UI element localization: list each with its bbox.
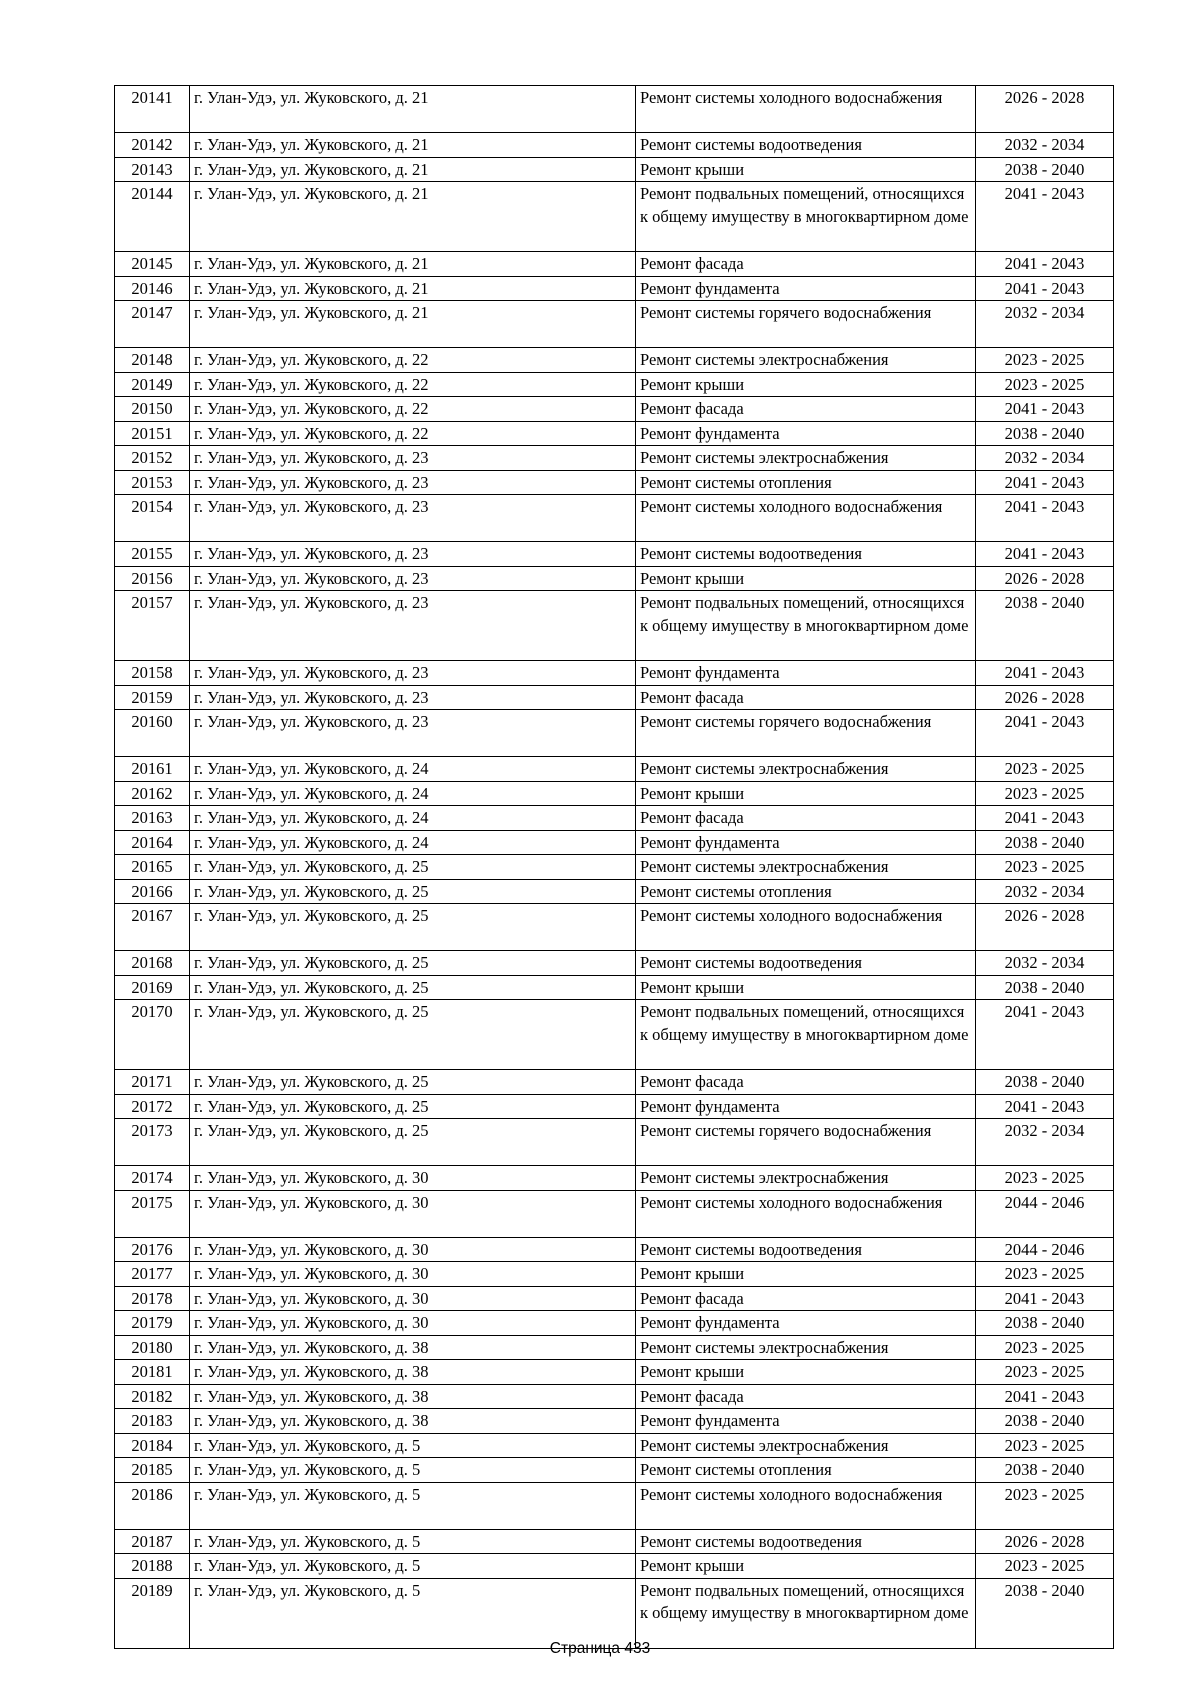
row-period: 2038 - 2040 xyxy=(976,157,1114,182)
page-number: Страница 433 xyxy=(549,1640,651,1657)
row-address: г. Улан-Удэ, ул. Жуковского, д. 5 xyxy=(190,1554,636,1579)
row-address: г. Улан-Удэ, ул. Жуковского, д. 38 xyxy=(190,1384,636,1409)
table-row xyxy=(115,157,1114,182)
row-work-type: Ремонт крыши xyxy=(636,1262,976,1287)
row-address: г. Улан-Удэ, ул. Жуковского, д. 24 xyxy=(190,781,636,806)
row-work-type: Ремонт системы горячего водоснабжения xyxy=(636,301,976,348)
row-period: 2038 - 2040 xyxy=(976,421,1114,446)
row-address: г. Улан-Удэ, ул. Жуковского, д. 23 xyxy=(190,495,636,542)
row-number: 20146 xyxy=(115,276,190,301)
row-work-type: Ремонт фундамента xyxy=(636,276,976,301)
row-number: 20180 xyxy=(115,1335,190,1360)
row-address: г. Улан-Удэ, ул. Жуковского, д. 30 xyxy=(190,1311,636,1336)
row-work-type: Ремонт системы электроснабжения xyxy=(636,1166,976,1191)
row-work-type: Ремонт фасада xyxy=(636,685,976,710)
table-row xyxy=(115,182,1114,252)
row-number: 20149 xyxy=(115,372,190,397)
row-period: 2041 - 2043 xyxy=(976,470,1114,495)
row-work-type: Ремонт системы холодного водоснабжения xyxy=(636,1482,976,1529)
row-number: 20172 xyxy=(115,1094,190,1119)
row-address: г. Улан-Удэ, ул. Жуковского, д. 25 xyxy=(190,951,636,976)
row-period: 2041 - 2043 xyxy=(976,182,1114,252)
row-work-type: Ремонт подвальных помещений, относящихся к общему имуществу в многоквартирном доме xyxy=(636,1000,976,1070)
row-period: 2041 - 2043 xyxy=(976,806,1114,831)
row-work-type: Ремонт системы отопления xyxy=(636,1458,976,1483)
row-period: 2026 - 2028 xyxy=(976,1529,1114,1554)
table-row xyxy=(115,1360,1114,1385)
row-address: г. Улан-Удэ, ул. Жуковского, д. 24 xyxy=(190,830,636,855)
row-number: 20185 xyxy=(115,1458,190,1483)
table-row xyxy=(115,421,1114,446)
row-address: г. Улан-Удэ, ул. Жуковского, д. 25 xyxy=(190,879,636,904)
table-row xyxy=(115,781,1114,806)
row-period: 2041 - 2043 xyxy=(976,542,1114,567)
table-row xyxy=(115,348,1114,373)
row-period: 2038 - 2040 xyxy=(976,1458,1114,1483)
row-number: 20186 xyxy=(115,1482,190,1529)
row-work-type: Ремонт фасада xyxy=(636,1384,976,1409)
table-row xyxy=(115,133,1114,158)
row-work-type: Ремонт фундамента xyxy=(636,830,976,855)
row-work-type: Ремонт системы холодного водоснабжения xyxy=(636,1190,976,1237)
row-period: 2041 - 2043 xyxy=(976,1000,1114,1070)
row-number: 20179 xyxy=(115,1311,190,1336)
row-work-type: Ремонт системы отопления xyxy=(636,879,976,904)
row-number: 20188 xyxy=(115,1554,190,1579)
table-row xyxy=(115,806,1114,831)
row-address: г. Улан-Удэ, ул. Жуковского, д. 22 xyxy=(190,372,636,397)
row-period: 2041 - 2043 xyxy=(976,276,1114,301)
row-period: 2041 - 2043 xyxy=(976,1286,1114,1311)
row-period: 2044 - 2046 xyxy=(976,1190,1114,1237)
row-work-type: Ремонт системы водоотведения xyxy=(636,133,976,158)
row-number: 20178 xyxy=(115,1286,190,1311)
table-row xyxy=(115,446,1114,471)
row-number: 20176 xyxy=(115,1237,190,1262)
row-period: 2038 - 2040 xyxy=(976,830,1114,855)
row-number: 20162 xyxy=(115,781,190,806)
row-period: 2026 - 2028 xyxy=(976,685,1114,710)
row-work-type: Ремонт системы водоотведения xyxy=(636,951,976,976)
row-address: г. Улан-Удэ, ул. Жуковского, д. 24 xyxy=(190,757,636,782)
row-number: 20154 xyxy=(115,495,190,542)
row-address: г. Улан-Удэ, ул. Жуковского, д. 5 xyxy=(190,1529,636,1554)
table-row xyxy=(115,855,1114,880)
row-address: г. Улан-Удэ, ул. Жуковского, д. 23 xyxy=(190,542,636,567)
row-number: 20182 xyxy=(115,1384,190,1409)
row-work-type: Ремонт крыши xyxy=(636,781,976,806)
table-row xyxy=(115,1311,1114,1336)
row-address: г. Улан-Удэ, ул. Жуковского, д. 22 xyxy=(190,421,636,446)
row-address: г. Улан-Удэ, ул. Жуковского, д. 30 xyxy=(190,1286,636,1311)
row-address: г. Улан-Удэ, ул. Жуковского, д. 5 xyxy=(190,1578,636,1648)
repair-schedule-table xyxy=(114,85,1114,1649)
table-row xyxy=(115,1482,1114,1529)
table-row xyxy=(115,661,1114,686)
row-work-type: Ремонт фундамента xyxy=(636,661,976,686)
row-number: 20153 xyxy=(115,470,190,495)
row-work-type: Ремонт фасада xyxy=(636,1286,976,1311)
row-period: 2038 - 2040 xyxy=(976,1070,1114,1095)
row-number: 20144 xyxy=(115,182,190,252)
row-period: 2032 - 2034 xyxy=(976,1119,1114,1166)
table-row xyxy=(115,276,1114,301)
row-address: г. Улан-Удэ, ул. Жуковского, д. 23 xyxy=(190,591,636,661)
row-number: 20183 xyxy=(115,1409,190,1434)
row-work-type: Ремонт фундамента xyxy=(636,1094,976,1119)
row-address: г. Улан-Удэ, ул. Жуковского, д. 23 xyxy=(190,661,636,686)
row-work-type: Ремонт подвальных помещений, относящихся к общему имуществу в многоквартирном доме xyxy=(636,1578,976,1648)
row-address: г. Улан-Удэ, ул. Жуковского, д. 22 xyxy=(190,397,636,422)
row-address: г. Улан-Удэ, ул. Жуковского, д. 25 xyxy=(190,1070,636,1095)
row-period: 2038 - 2040 xyxy=(976,591,1114,661)
row-number: 20145 xyxy=(115,252,190,277)
row-address: г. Улан-Удэ, ул. Жуковского, д. 25 xyxy=(190,1000,636,1070)
row-address: г. Улан-Удэ, ул. Жуковского, д. 21 xyxy=(190,182,636,252)
row-period: 2032 - 2034 xyxy=(976,951,1114,976)
row-address: г. Улан-Удэ, ул. Жуковского, д. 38 xyxy=(190,1409,636,1434)
row-period: 2041 - 2043 xyxy=(976,397,1114,422)
row-work-type: Ремонт фундамента xyxy=(636,421,976,446)
table-row xyxy=(115,1190,1114,1237)
row-address: г. Улан-Удэ, ул. Жуковского, д. 30 xyxy=(190,1262,636,1287)
row-period: 2041 - 2043 xyxy=(976,1094,1114,1119)
row-address: г. Улан-Удэ, ул. Жуковского, д. 23 xyxy=(190,710,636,757)
row-number: 20184 xyxy=(115,1433,190,1458)
table-row xyxy=(115,301,1114,348)
row-address: г. Улан-Удэ, ул. Жуковского, д. 30 xyxy=(190,1166,636,1191)
row-number: 20173 xyxy=(115,1119,190,1166)
table-row xyxy=(115,1409,1114,1434)
row-address: г. Улан-Удэ, ул. Жуковского, д. 23 xyxy=(190,470,636,495)
row-work-type: Ремонт системы водоотведения xyxy=(636,1237,976,1262)
table-row xyxy=(115,1433,1114,1458)
row-work-type: Ремонт подвальных помещений, относящихся к общему имуществу в многоквартирном доме xyxy=(636,591,976,661)
row-period: 2023 - 2025 xyxy=(976,372,1114,397)
table-row xyxy=(115,1529,1114,1554)
row-period: 2032 - 2034 xyxy=(976,301,1114,348)
row-work-type: Ремонт крыши xyxy=(636,372,976,397)
table-row xyxy=(115,904,1114,951)
row-period: 2023 - 2025 xyxy=(976,855,1114,880)
row-number: 20155 xyxy=(115,542,190,567)
row-address: г. Улан-Удэ, ул. Жуковского, д. 38 xyxy=(190,1335,636,1360)
row-number: 20142 xyxy=(115,133,190,158)
row-number: 20175 xyxy=(115,1190,190,1237)
table-row xyxy=(115,951,1114,976)
table-row xyxy=(115,1166,1114,1191)
row-number: 20152 xyxy=(115,446,190,471)
row-address: г. Улан-Удэ, ул. Жуковского, д. 30 xyxy=(190,1237,636,1262)
row-period: 2044 - 2046 xyxy=(976,1237,1114,1262)
row-address: г. Улан-Удэ, ул. Жуковского, д. 5 xyxy=(190,1433,636,1458)
row-work-type: Ремонт системы электроснабжения xyxy=(636,1335,976,1360)
row-period: 2023 - 2025 xyxy=(976,348,1114,373)
row-work-type: Ремонт системы водоотведения xyxy=(636,1529,976,1554)
row-number: 20177 xyxy=(115,1262,190,1287)
row-address: г. Улан-Удэ, ул. Жуковского, д. 25 xyxy=(190,975,636,1000)
row-address: г. Улан-Удэ, ул. Жуковского, д. 25 xyxy=(190,1094,636,1119)
table-row xyxy=(115,542,1114,567)
row-period: 2041 - 2043 xyxy=(976,252,1114,277)
row-work-type: Ремонт системы холодного водоснабжения xyxy=(636,86,976,133)
row-period: 2038 - 2040 xyxy=(976,1409,1114,1434)
row-period: 2041 - 2043 xyxy=(976,1384,1114,1409)
row-period: 2041 - 2043 xyxy=(976,710,1114,757)
row-number: 20168 xyxy=(115,951,190,976)
row-period: 2026 - 2028 xyxy=(976,566,1114,591)
row-work-type: Ремонт фасада xyxy=(636,806,976,831)
row-work-type: Ремонт системы электроснабжения xyxy=(636,757,976,782)
row-work-type: Ремонт крыши xyxy=(636,566,976,591)
row-number: 20150 xyxy=(115,397,190,422)
row-period: 2038 - 2040 xyxy=(976,1578,1114,1648)
row-work-type: Ремонт подвальных помещений, относящихся к общему имуществу в многоквартирном доме xyxy=(636,182,976,252)
row-number: 20166 xyxy=(115,879,190,904)
row-number: 20141 xyxy=(115,86,190,133)
row-number: 20143 xyxy=(115,157,190,182)
row-period: 2038 - 2040 xyxy=(976,975,1114,1000)
row-number: 20160 xyxy=(115,710,190,757)
table-row xyxy=(115,1070,1114,1095)
table-row xyxy=(115,757,1114,782)
table-body xyxy=(115,86,1114,1649)
row-number: 20165 xyxy=(115,855,190,880)
row-address: г. Улан-Удэ, ул. Жуковского, д. 5 xyxy=(190,1458,636,1483)
row-number: 20170 xyxy=(115,1000,190,1070)
row-work-type: Ремонт системы отопления xyxy=(636,470,976,495)
row-address: г. Улан-Удэ, ул. Жуковского, д. 21 xyxy=(190,86,636,133)
row-address: г. Улан-Удэ, ул. Жуковского, д. 21 xyxy=(190,252,636,277)
table-row xyxy=(115,1578,1114,1648)
row-period: 2026 - 2028 xyxy=(976,904,1114,951)
row-address: г. Улан-Удэ, ул. Жуковского, д. 38 xyxy=(190,1360,636,1385)
row-number: 20156 xyxy=(115,566,190,591)
row-address: г. Улан-Удэ, ул. Жуковского, д. 23 xyxy=(190,566,636,591)
table-row xyxy=(115,1286,1114,1311)
table-row xyxy=(115,86,1114,133)
row-address: г. Улан-Удэ, ул. Жуковского, д. 25 xyxy=(190,855,636,880)
row-period: 2023 - 2025 xyxy=(976,1433,1114,1458)
row-work-type: Ремонт системы электроснабжения xyxy=(636,446,976,471)
table-row xyxy=(115,830,1114,855)
table-row xyxy=(115,1000,1114,1070)
row-address: г. Улан-Удэ, ул. Жуковского, д. 23 xyxy=(190,446,636,471)
row-number: 20181 xyxy=(115,1360,190,1385)
row-work-type: Ремонт фасада xyxy=(636,397,976,422)
row-work-type: Ремонт крыши xyxy=(636,1554,976,1579)
row-period: 2023 - 2025 xyxy=(976,1360,1114,1385)
table-row xyxy=(115,1119,1114,1166)
row-period: 2023 - 2025 xyxy=(976,1335,1114,1360)
row-number: 20148 xyxy=(115,348,190,373)
row-period: 2023 - 2025 xyxy=(976,1166,1114,1191)
row-period: 2041 - 2043 xyxy=(976,495,1114,542)
row-address: г. Улан-Удэ, ул. Жуковского, д. 24 xyxy=(190,806,636,831)
row-number: 20147 xyxy=(115,301,190,348)
row-number: 20189 xyxy=(115,1578,190,1648)
row-address: г. Улан-Удэ, ул. Жуковского, д. 21 xyxy=(190,133,636,158)
row-work-type: Ремонт системы холодного водоснабжения xyxy=(636,495,976,542)
row-period: 2023 - 2025 xyxy=(976,1554,1114,1579)
table-row xyxy=(115,1094,1114,1119)
table-row xyxy=(115,591,1114,661)
table-row xyxy=(115,252,1114,277)
row-number: 20158 xyxy=(115,661,190,686)
table-row xyxy=(115,1458,1114,1483)
row-work-type: Ремонт системы электроснабжения xyxy=(636,348,976,373)
row-period: 2038 - 2040 xyxy=(976,1311,1114,1336)
row-number: 20163 xyxy=(115,806,190,831)
row-address: г. Улан-Удэ, ул. Жуковского, д. 22 xyxy=(190,348,636,373)
row-work-type: Ремонт крыши xyxy=(636,975,976,1000)
row-address: г. Улан-Удэ, ул. Жуковского, д. 30 xyxy=(190,1190,636,1237)
row-number: 20161 xyxy=(115,757,190,782)
table-row xyxy=(115,879,1114,904)
row-address: г. Улан-Удэ, ул. Жуковского, д. 5 xyxy=(190,1482,636,1529)
row-period: 2032 - 2034 xyxy=(976,446,1114,471)
row-period: 2026 - 2028 xyxy=(976,86,1114,133)
row-address: г. Улан-Удэ, ул. Жуковского, д. 25 xyxy=(190,1119,636,1166)
row-period: 2023 - 2025 xyxy=(976,757,1114,782)
row-number: 20159 xyxy=(115,685,190,710)
table-row xyxy=(115,470,1114,495)
row-period: 2032 - 2034 xyxy=(976,879,1114,904)
row-work-type: Ремонт системы электроснабжения xyxy=(636,1433,976,1458)
row-work-type: Ремонт системы водоотведения xyxy=(636,542,976,567)
row-address: г. Улан-Удэ, ул. Жуковского, д. 25 xyxy=(190,904,636,951)
row-address: г. Улан-Удэ, ул. Жуковского, д. 21 xyxy=(190,157,636,182)
row-number: 20174 xyxy=(115,1166,190,1191)
row-period: 2032 - 2034 xyxy=(976,133,1114,158)
row-number: 20151 xyxy=(115,421,190,446)
row-period: 2023 - 2025 xyxy=(976,1482,1114,1529)
table-row xyxy=(115,685,1114,710)
row-work-type: Ремонт системы электроснабжения xyxy=(636,855,976,880)
table-row xyxy=(115,1262,1114,1287)
table-row xyxy=(115,1237,1114,1262)
row-work-type: Ремонт фундамента xyxy=(636,1311,976,1336)
row-period: 2041 - 2043 xyxy=(976,661,1114,686)
row-address: г. Улан-Удэ, ул. Жуковского, д. 21 xyxy=(190,276,636,301)
table-row xyxy=(115,372,1114,397)
row-work-type: Ремонт системы горячего водоснабжения xyxy=(636,1119,976,1166)
row-work-type: Ремонт системы холодного водоснабжения xyxy=(636,904,976,951)
table-row xyxy=(115,566,1114,591)
row-work-type: Ремонт фасада xyxy=(636,1070,976,1095)
row-work-type: Ремонт крыши xyxy=(636,1360,976,1385)
row-number: 20167 xyxy=(115,904,190,951)
row-number: 20171 xyxy=(115,1070,190,1095)
row-work-type: Ремонт крыши xyxy=(636,157,976,182)
row-number: 20164 xyxy=(115,830,190,855)
row-work-type: Ремонт фундамента xyxy=(636,1409,976,1434)
table-row xyxy=(115,397,1114,422)
row-period: 2023 - 2025 xyxy=(976,1262,1114,1287)
table-row xyxy=(115,975,1114,1000)
row-work-type: Ремонт фасада xyxy=(636,252,976,277)
row-work-type: Ремонт системы горячего водоснабжения xyxy=(636,710,976,757)
row-number: 20169 xyxy=(115,975,190,1000)
table-row xyxy=(115,1384,1114,1409)
table-row xyxy=(115,1554,1114,1579)
row-number: 20187 xyxy=(115,1529,190,1554)
row-period: 2023 - 2025 xyxy=(976,781,1114,806)
row-address: г. Улан-Удэ, ул. Жуковского, д. 21 xyxy=(190,301,636,348)
table-row xyxy=(115,495,1114,542)
row-address: г. Улан-Удэ, ул. Жуковского, д. 23 xyxy=(190,685,636,710)
table-row xyxy=(115,1335,1114,1360)
table-row xyxy=(115,710,1114,757)
row-number: 20157 xyxy=(115,591,190,661)
